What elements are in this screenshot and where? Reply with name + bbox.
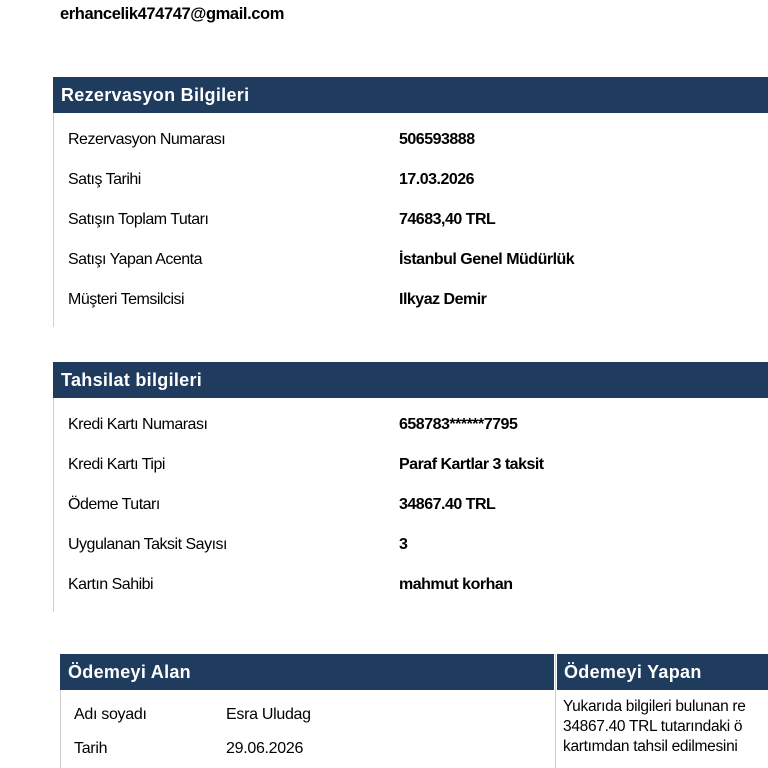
row-label: Rezervasyon Numarası <box>68 131 226 148</box>
row-label: Kredi Kartı Numarası <box>68 416 208 433</box>
row-label: Uygulanan Taksit Sayısı <box>68 536 227 553</box>
collection-details <box>53 398 768 612</box>
customer-representative-row <box>54 273 768 313</box>
row-label: Müşteri Temsilcisi <box>68 291 185 308</box>
sale-date-row <box>54 153 768 193</box>
row-label: Satışın Toplam Tutarı <box>68 211 209 228</box>
payer-statement <box>563 697 768 757</box>
installment-count-row <box>54 518 768 558</box>
collection-section-header: Tahsilat bilgileri <box>53 362 768 398</box>
row-value: 17.03.2026 <box>399 171 475 188</box>
row-value: 34867.40 TRL <box>399 496 496 513</box>
payer-statement-line: Yukarıda bilgileri bulunan re <box>563 698 746 715</box>
row-value: 506593888 <box>399 131 475 148</box>
customer-email: erhancelik474747@gmail.com <box>60 5 284 23</box>
reservation-section-header: Rezervasyon Bilgileri <box>53 77 768 113</box>
row-label: Tarih <box>74 740 108 757</box>
sale-total-row <box>54 193 768 233</box>
row-value: Esra Uludag <box>226 706 311 723</box>
payer-statement-line: 34867.40 TRL tutarındaki ö <box>563 718 743 735</box>
row-value: 74683,40 TRL <box>399 211 496 228</box>
row-label: Satış Tarihi <box>68 171 141 188</box>
payer-section-header: Ödemeyi Yapan <box>557 654 768 690</box>
receiver-details <box>60 690 554 768</box>
row-value: Ilkyaz Demir <box>399 291 487 308</box>
row-value: İstanbul Genel Müdürlük <box>399 251 575 268</box>
card-number-row <box>54 398 768 438</box>
receiver-section-header: Ödemeyi Alan <box>60 654 554 690</box>
selling-agency-row <box>54 233 768 273</box>
payer-statement-line: kartımdan tahsil edilmesini <box>563 738 738 755</box>
row-label: Kredi Kartı Tipi <box>68 456 165 473</box>
row-label: Satışı Yapan Acenta <box>68 251 203 268</box>
row-value: 29.06.2026 <box>226 740 304 757</box>
row-value: Paraf Kartlar 3 taksit <box>399 456 544 473</box>
row-value: 658783******7795 <box>399 416 518 433</box>
card-holder-row <box>54 558 768 598</box>
row-value: 3 <box>399 536 408 553</box>
row-label: Kartın Sahibi <box>68 576 154 593</box>
payment-amount-row <box>54 478 768 518</box>
row-label: Ödeme Tutarı <box>68 496 160 513</box>
reservation-number-row <box>54 113 768 153</box>
row-label: Adı soyadı <box>74 706 147 723</box>
reservation-details <box>53 113 768 327</box>
card-type-row <box>54 438 768 478</box>
row-value: mahmut korhan <box>399 576 513 593</box>
column-divider <box>555 654 556 768</box>
